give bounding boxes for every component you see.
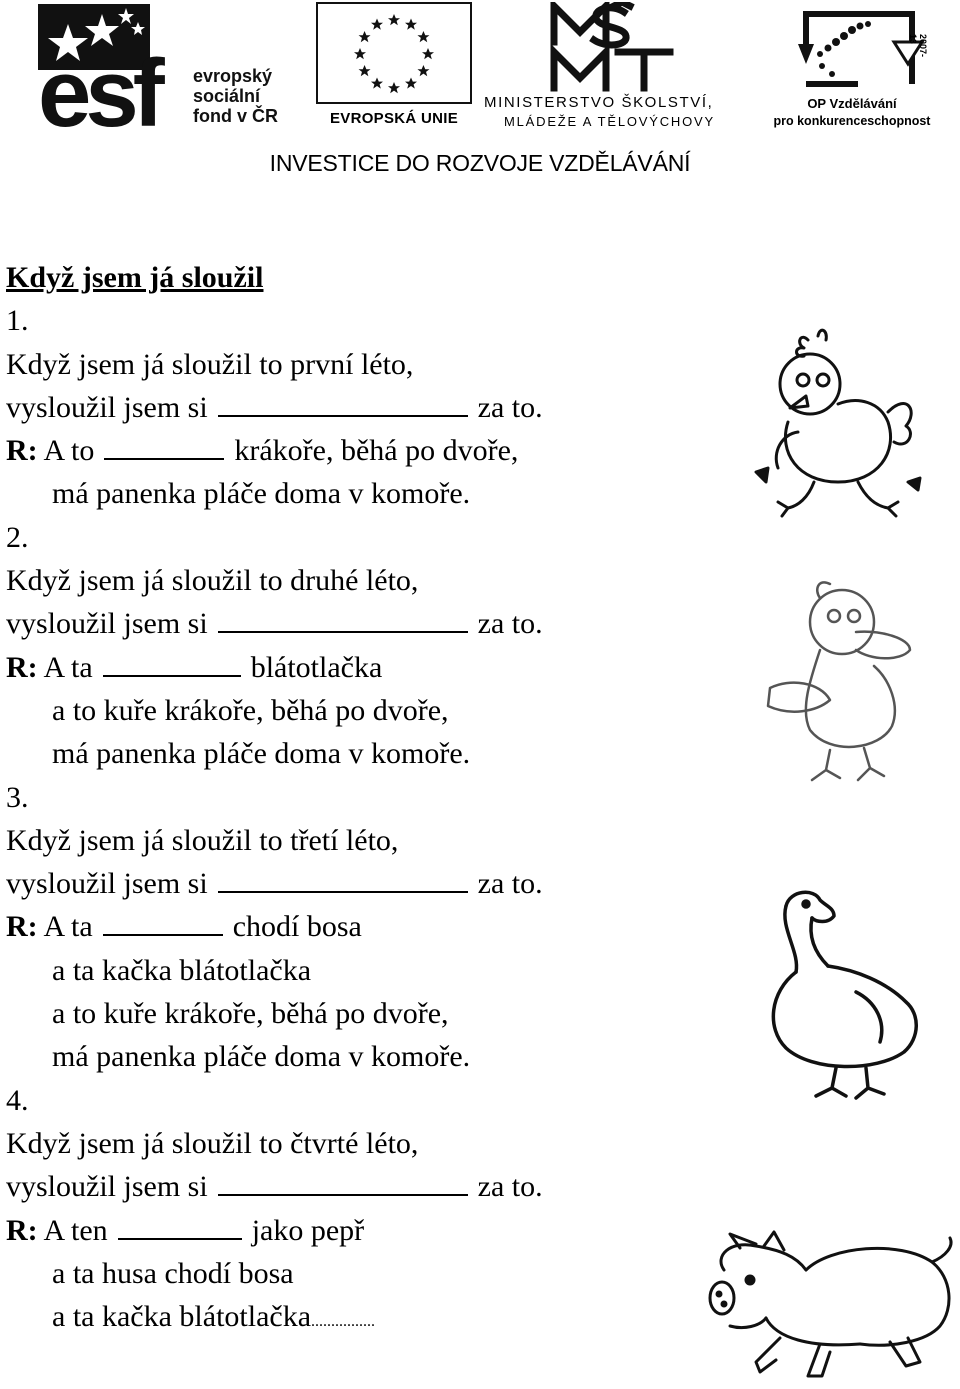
refrain-label: R: — [6, 910, 38, 944]
verse-number: 1. — [6, 304, 29, 338]
msmt-emblem-icon — [484, 2, 764, 94]
esf-line2: sociální — [193, 86, 261, 106]
fill-blank[interactable] — [218, 605, 468, 633]
esf-line3: fond v ČR — [193, 106, 278, 126]
verse-text: za to. — [477, 867, 543, 901]
refrain-line — [6, 429, 726, 472]
goose-illustration — [756, 882, 932, 1102]
fill-blank[interactable] — [104, 432, 224, 460]
verse-text: za to. — [477, 1170, 543, 1204]
refrain-line: má panenka pláče doma v komoře. — [52, 737, 471, 771]
refrain-text: a ta kačka blátotlačka — [52, 1300, 312, 1334]
refrain-text: A ta — [43, 910, 93, 944]
esf-line1: evropský — [193, 66, 273, 86]
refrain-line: má panenka pláče doma v komoře. — [52, 477, 471, 511]
msmt-line2: MLÁDEŽE A TĚLOVÝCHOVY — [504, 114, 715, 129]
refrain-label: R: — [6, 650, 38, 684]
duckling-drawing-icon — [760, 570, 930, 790]
refrain-line: a to kuře krákoře, běhá po dvoře, — [52, 693, 449, 727]
fill-blank[interactable] — [118, 1212, 242, 1240]
op-line2: pro konkurenceschopnost — [773, 114, 931, 128]
chick-illustration — [748, 322, 928, 522]
fill-blank[interactable] — [218, 865, 468, 893]
refrain-line: a to kuře krákoře, běhá po dvoře, — [52, 997, 449, 1031]
fill-blank[interactable] — [218, 389, 468, 417]
fill-blank[interactable] — [103, 908, 223, 936]
refrain-label: R: — [6, 1213, 38, 1247]
esf-wordmark — [193, 66, 278, 126]
verse-line: Když jsem já sloužil to druhé léto, — [6, 564, 419, 598]
msmt-logo — [484, 2, 764, 132]
verse-line: Když jsem já sloužil to čtvrté léto, — [6, 1126, 419, 1160]
refrain-line: má panenka pláče doma v komoře. — [52, 1040, 471, 1074]
refrain-label: R: — [6, 434, 38, 468]
pig-drawing-icon — [700, 1226, 958, 1384]
op-years: 2007-13 — [908, 34, 928, 58]
verse-text: vysloužil jsem si — [6, 390, 208, 424]
refrain-text: A ten — [43, 1213, 108, 1247]
verse-text: vysloužil jsem si — [6, 1170, 208, 1204]
refrain-text: chodí bosa — [232, 910, 362, 944]
verse-line-with-blank — [6, 602, 726, 645]
verse-text: za to. — [477, 607, 543, 641]
song-body — [6, 256, 726, 1338]
refrain-text: A ta — [43, 650, 93, 684]
refrain-text: krákoře, běhá po dvoře, — [234, 434, 519, 468]
pig-illustration — [700, 1226, 958, 1384]
eu-logo — [316, 2, 472, 130]
eu-flag-icon — [316, 2, 472, 108]
verse-line-with-blank — [6, 1165, 726, 1208]
refrain-text: jako pepř — [251, 1213, 365, 1247]
op-line1: OP Vzdělávání — [807, 96, 897, 111]
song-title: Když jsem já sloužil — [6, 261, 264, 294]
ellipsis-dots: ................ — [311, 1313, 376, 1331]
verse-text: za to. — [477, 390, 543, 424]
msmt-line1: MINISTERSTVO ŠKOLSTVÍ, — [484, 94, 714, 111]
refrain-line — [6, 1209, 726, 1252]
eu-caption: EVROPSKÁ UNIE — [329, 110, 459, 127]
chick-drawing-icon — [748, 322, 928, 522]
svg-text:esf: esf — [38, 40, 159, 132]
goose-drawing-icon — [756, 882, 932, 1102]
op-logo — [762, 4, 942, 132]
fill-blank[interactable] — [103, 649, 241, 677]
slogan: INVESTICE DO ROZVOJE VZDĚLÁVÁNÍ — [269, 150, 691, 176]
esf-logo — [38, 4, 300, 132]
verse-text: vysloužil jsem si — [6, 607, 208, 641]
verse-number: 2. — [6, 520, 29, 554]
verse-number: 3. — [6, 780, 29, 814]
verse-number: 4. — [6, 1083, 29, 1117]
verse-line: Když jsem já sloužil to první léto, — [6, 347, 414, 381]
verse-line: Když jsem já sloužil to třetí léto, — [6, 823, 399, 857]
refrain-line — [6, 905, 726, 948]
refrain-line: a ta kačka blátotlačka — [52, 953, 312, 987]
refrain-line — [6, 646, 726, 689]
verse-line-with-blank — [6, 862, 726, 905]
duckling-illustration — [760, 570, 930, 790]
fill-blank[interactable] — [218, 1168, 468, 1196]
refrain-text: A to — [43, 434, 95, 468]
refrain-line — [6, 1295, 726, 1338]
refrain-text: blátotlačka — [250, 650, 383, 684]
refrain-line: a ta husa chodí bosa — [52, 1256, 294, 1290]
verse-text: vysloužil jsem si — [6, 867, 208, 901]
verse-line-with-blank — [6, 386, 726, 429]
